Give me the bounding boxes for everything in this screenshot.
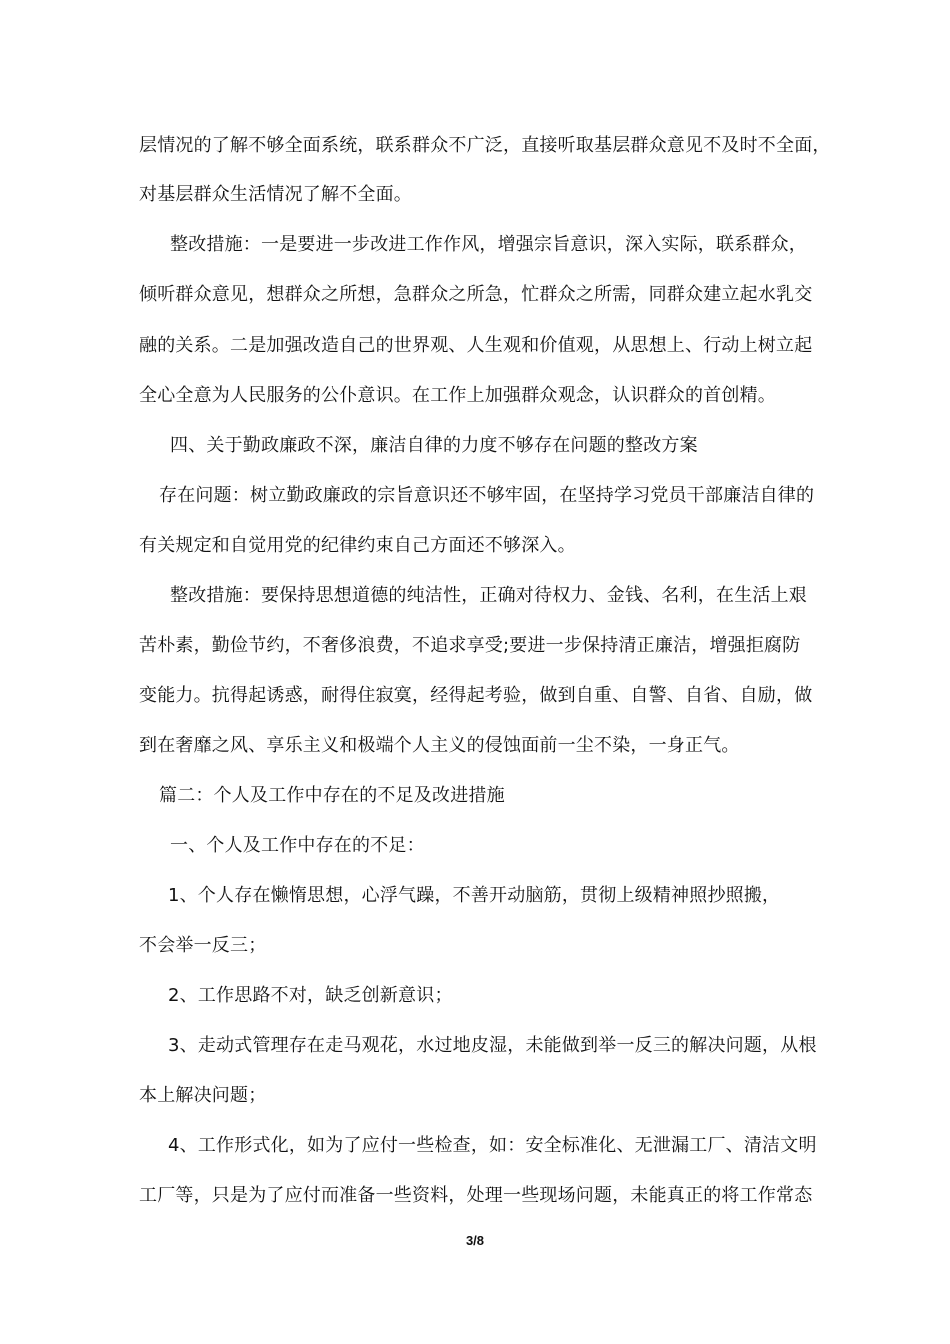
text-line: 不会举一反三； (139, 935, 267, 956)
chapter-heading: 篇二：个人及工作中存在的不足及改进措施 (159, 785, 505, 806)
text-line: 对基层群众生活情况了解不全面。 (139, 184, 412, 205)
text-line: 到在奢靡之风、享乐主义和极端个人主义的侵蚀面前一尘不染，一身正气。 (139, 735, 740, 756)
text-line: 层情况的了解不够全面系统，联系群众不广泛，直接听取基层群众意见不及时不全面， (139, 135, 831, 156)
list-item: 1、个人存在懒惰思想，心浮气躁，不善开动脑筋，贯彻上级精神照抄照搬， (168, 885, 781, 906)
section-heading: 四、关于勤政廉政不深，廉洁自律的力度不够存在问题的整改方案 (170, 435, 698, 456)
text-line: 融的关系。二是加强改造自己的世界观、人生观和价值观，从思想上、行动上树立起 (139, 335, 813, 356)
text-line: 倾听群众意见，想群众之所想，急群众之所急，忙群众之所需，同群众建立起水乳交 (139, 284, 813, 305)
list-item: 2、工作思路不对，缺乏创新意识； (168, 985, 453, 1006)
list-item: 3、走动式管理存在走马观花，水过地皮湿，未能做到举一反三的解决问题，从根 (168, 1035, 817, 1056)
text-line: 整改措施：要保持思想道德的纯洁性，正确对待权力、金钱、名利，在生活上艰 (170, 585, 807, 606)
page-number: 3/8 (465, 1233, 485, 1248)
text-line: 本上解决问题； (139, 1085, 267, 1106)
text-line: 苦朴素，勤俭节约，不奢侈浪费，不追求享受;要进一步保持清正廉洁，增强拒腐防 (139, 635, 801, 656)
text-line: 变能力。抗得起诱惑，耐得住寂寞，经得起考验，做到自重、自警、自省、自励，做 (139, 685, 813, 706)
text-line: 工厂等，只是为了应付而准备一些资料，处理一些现场问题，未能真正的将工作常态 (139, 1185, 813, 1206)
section-heading: 一、个人及工作中存在的不足： (170, 835, 425, 856)
list-item: 4、工作形式化，如为了应付一些检查，如：安全标准化、无泄漏工厂、清洁文明 (168, 1135, 817, 1156)
text-line: 有关规定和自觉用党的纪律约束自己方面还不够深入。 (139, 535, 576, 556)
text-line: 整改措施：一是要进一步改进工作作风，增强宗旨意识，深入实际，联系群众， (170, 234, 807, 255)
text-line: 存在问题：树立勤政廉政的宗旨意识还不够牢固，在坚持学习党员干部廉洁自律的 (159, 485, 815, 506)
text-line: 全心全意为人民服务的公仆意识。在工作上加强群众观念，认识群众的首创精。 (139, 385, 776, 406)
